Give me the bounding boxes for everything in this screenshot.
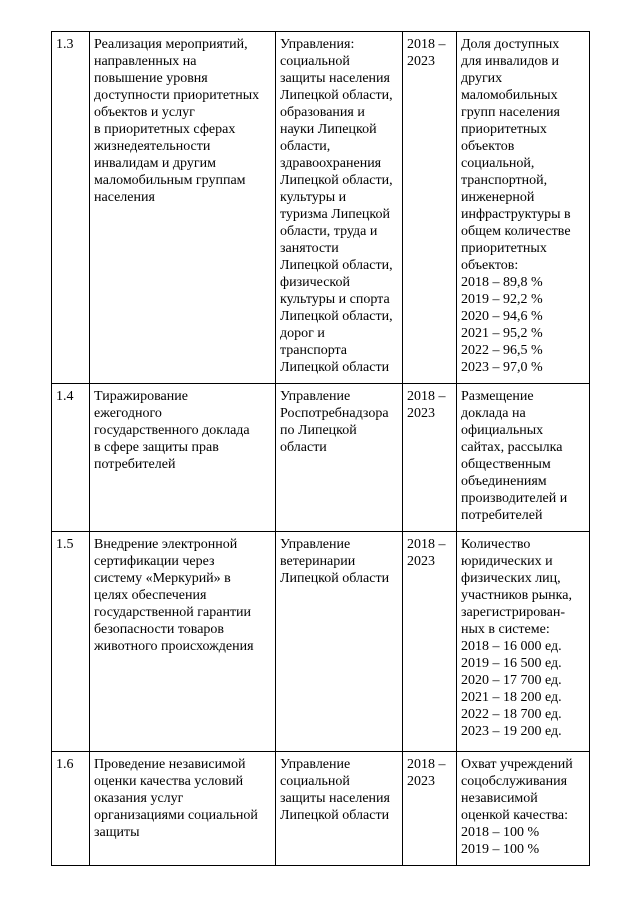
years-text: 2018 – 2023 <box>407 757 446 789</box>
executor-text: Управление ветеринарии Липецкой области <box>280 537 390 586</box>
table-row-1-3 <box>52 32 590 384</box>
activity-cell <box>90 752 276 866</box>
indicator-text: Охват учреждений соцобслуживания независимой оценкой качества: 2018 – 100 % 2019 – 100 % <box>461 757 573 857</box>
row-number-text: 1.4 <box>56 389 74 404</box>
activity-text: Реализация мероприятий, направленных на повышение уровня доступности приоритетных объектов и услуг в приоритетных сферах жизнедеятельности инвалидам и другим маломобильным группам населения <box>94 37 260 205</box>
indicator-cell <box>457 532 590 752</box>
activity-text: Тиражирование ежегодного государственного доклада в сфере защиты прав потребителей <box>94 389 250 472</box>
years-text: 2018 – 2023 <box>407 537 446 569</box>
activity-cell <box>90 532 276 752</box>
indicator-text: Доля доступных для инвалидов и других маломобильных групп населения приоритетных объектов социальной, транспортной, инженерной инфраструктуры в общем количестве приоритетных объектов: 2018 – 89,8 % 2019 – 92,2 % 2020 – 94,6 % 2021 – 95,2 % 2022 – 96,5 % 2023 – 97,0 % <box>461 37 571 375</box>
row-number <box>52 32 90 384</box>
years-cell <box>403 32 457 384</box>
row-number-text: 1.6 <box>56 757 74 772</box>
executor-cell <box>276 532 403 752</box>
table-row-1-6 <box>52 752 590 866</box>
row-number <box>52 532 90 752</box>
years-cell <box>403 384 457 532</box>
indicator-text: Размещение доклада на официальных сайтах, рассылка общественным объединениям производителей и потребителей <box>461 389 568 523</box>
years-cell <box>403 752 457 866</box>
indicator-cell <box>457 752 590 866</box>
row-number-text: 1.5 <box>56 537 74 552</box>
executor-cell <box>276 752 403 866</box>
row-number <box>52 384 90 532</box>
years-cell <box>403 532 457 752</box>
row-number <box>52 752 90 866</box>
activities-table <box>51 31 590 866</box>
indicator-cell <box>457 32 590 384</box>
row-number-text: 1.3 <box>56 37 74 52</box>
indicator-text: Количество юридических и физических лиц, участников рынка, зарегистрирован- ных в системе: 2018 – 16 000 ед. 2019 – 16 500 ед. 2020 – 17 700 ед. 2021 – 18 200 ед. 2022 – 18 700 ед. 2023 – 19 200 ед. <box>461 537 572 739</box>
executor-text: Управления: социальной защиты населения Липецкой области, образования и науки Липецкой области, здравоохранения Липецкой области, культуры и туризма Липецкой области, труда и занятости Липецкой области, физической культуры и спорта Липецкой области, дорог и транспорта Липецкой области <box>280 37 393 375</box>
executor-cell <box>276 32 403 384</box>
executor-text: Управление социальной защиты населения Липецкой области <box>280 757 390 823</box>
activity-text: Проведение независимой оценки качества условий оказания услуг организациями социальной защиты <box>94 757 258 840</box>
indicator-cell <box>457 384 590 532</box>
table-row-1-5 <box>52 532 590 752</box>
executor-text: Управление Роспотребнадзора по Липецкой области <box>280 389 389 455</box>
activity-cell <box>90 32 276 384</box>
years-text: 2018 – 2023 <box>407 37 446 69</box>
table-row-1-4 <box>52 384 590 532</box>
activity-cell <box>90 384 276 532</box>
years-text: 2018 – 2023 <box>407 389 446 421</box>
executor-cell <box>276 384 403 532</box>
activity-text: Внедрение электронной сертификации через систему «Меркурий» в целях обеспечения государственной гарантии безопасности товаров животного происхождения <box>94 537 254 654</box>
